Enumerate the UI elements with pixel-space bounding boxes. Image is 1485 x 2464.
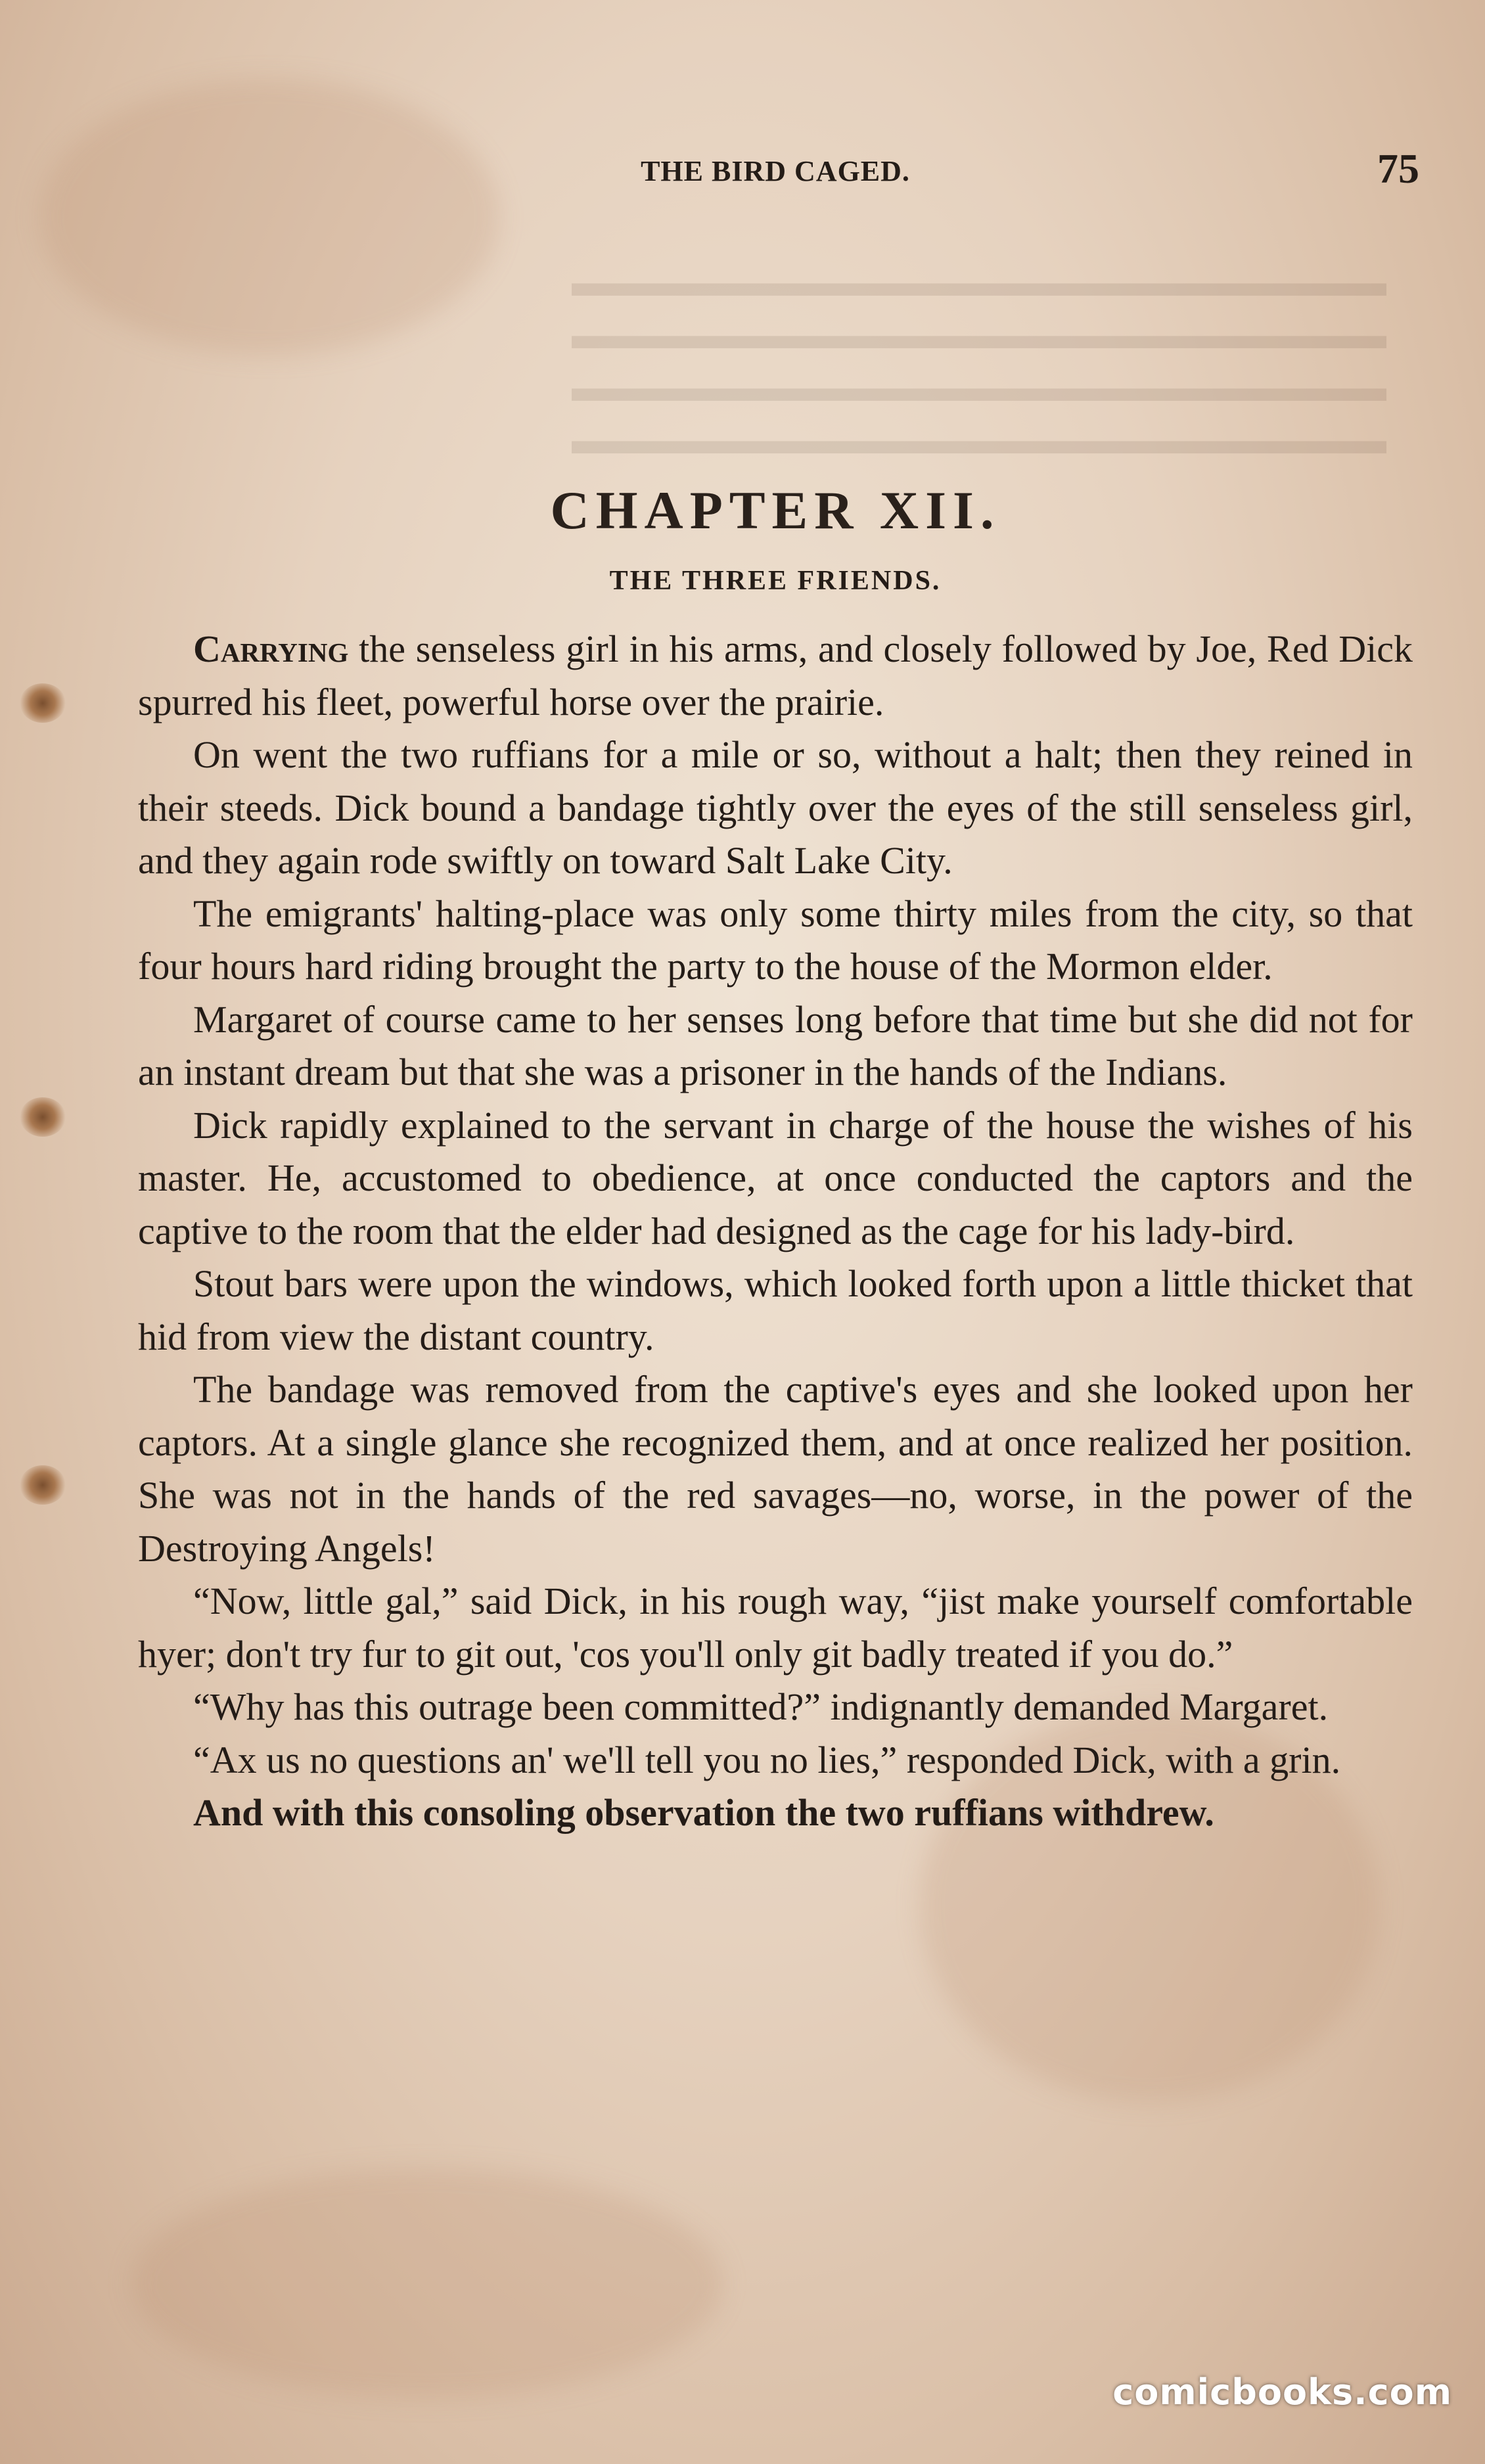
- paragraph: The bandage was removed from the captive's eyes and she looked upon her captors. At a single glance she recognized them, and at once realized her position. She was not in the hands of the red savages—no, worse, in the power of the Destroying Angels!: [138, 1368, 1413, 1570]
- watermark: comicbooks.com: [1112, 2371, 1452, 2413]
- binding-hole-icon: [20, 683, 66, 723]
- paragraph: “Ax us no questions an' we'll tell you no lies,” responded Dick, with a grin.: [193, 1738, 1341, 1781]
- page-number: 75: [1377, 145, 1419, 192]
- paragraph: “Now, little gal,” said Dick, in his rough way, “jist make yourself comfortable hyer; don't try fur to git out, 'cos you'll only git badly treated if you do.”: [138, 1580, 1413, 1676]
- bleed-through: ▬▬▬▬▬▬▬▬▬▬▬▬▬▬▬▬▬▬▬▬: [572, 260, 1386, 305]
- book-page: [138, 145, 1419, 1840]
- binding-hole-icon: [20, 1097, 66, 1137]
- paragraph: The emigrants' halting-place was only some thirty miles from the city, so that four hours hard riding brought the party to the house of the Mormon elder.: [138, 892, 1413, 988]
- page-header: [138, 145, 1419, 204]
- paper-stain: [131, 2168, 723, 2398]
- paragraph: Stout bars were upon the windows, which looked forth upon a little thicket that hid from view the distant country.: [138, 1262, 1413, 1358]
- paragraph-text: the senseless girl in his arms, and closely followed by Joe, Red Dick spurred his fleet, powerful horse over the prairie.: [138, 627, 1413, 723]
- paragraph: [138, 623, 1413, 729]
- paragraph-lead-word: Carrying: [193, 627, 349, 670]
- paragraph: And with this consoling observation the two ruffians withdrew.: [193, 1791, 1214, 1834]
- bleed-through: ▬▬▬▬▬▬▬▬▬▬▬▬▬▬▬▬▬▬▬▬: [572, 418, 1386, 463]
- chapter-body: [138, 623, 1413, 1840]
- running-title: THE BIRD CAGED.: [641, 155, 910, 187]
- binding-hole-icon: [20, 1465, 66, 1505]
- paragraph: On went the two ruffians for a mile or so, without a halt; then they reined in their steeds. Dick bound a bandage tightly over the eyes of the still senseless girl, and they again rode swiftly on toward Salt Lake City.: [138, 733, 1413, 882]
- chapter-title: CHAPTER XII.: [550, 480, 1001, 540]
- bleed-through: ▬▬▬▬▬▬▬▬▬▬▬▬▬▬▬▬▬▬▬▬: [572, 313, 1386, 357]
- paragraph: Dick rapidly explained to the servant in charge of the house the wishes of his master. He, accustomed to obedience, at once conducted the captors and the captive to the room that the elder had designed as the cage for his lady-bird.: [138, 1103, 1413, 1252]
- bleed-through: ▬▬▬▬▬▬▬▬▬▬▬▬▬▬▬▬▬▬▬▬: [572, 365, 1386, 410]
- chapter-subtitle: THE THREE FRIENDS.: [609, 566, 942, 596]
- paragraph: Margaret of course came to her senses long before that time but she did not for an instant dream but that she was a prisoner in the hands of the Indians.: [138, 997, 1413, 1093]
- paragraph: “Why has this outrage been committed?” indignantly demanded Margaret.: [193, 1685, 1329, 1728]
